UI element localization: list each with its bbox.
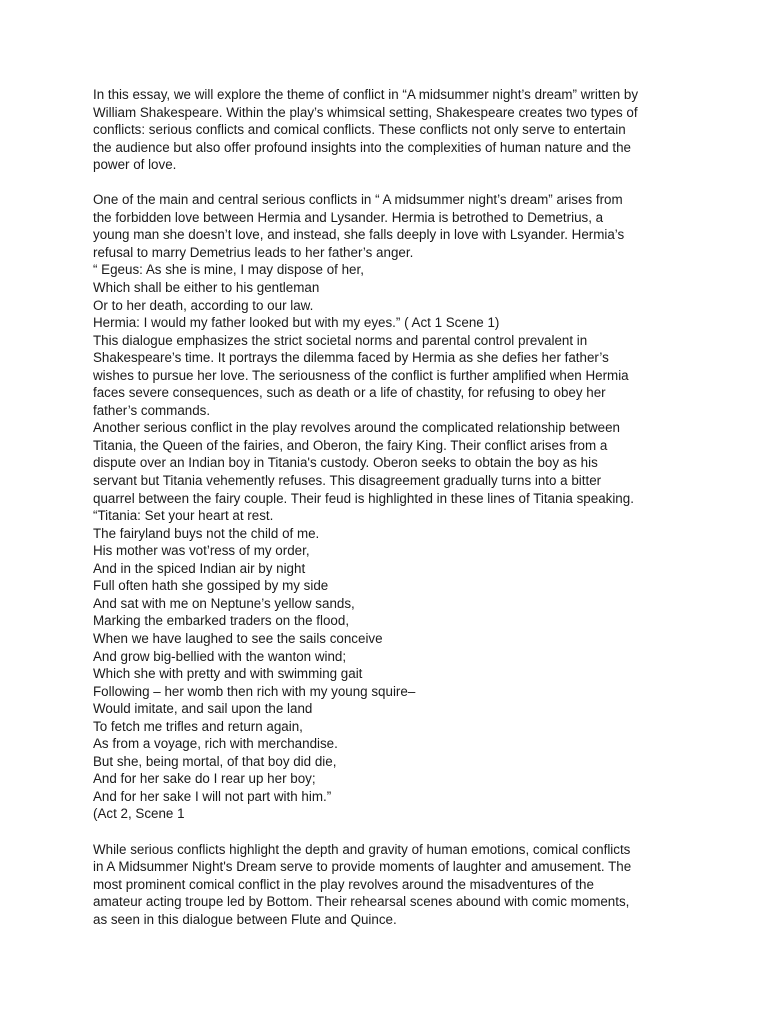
text-line: the audience but also offer profound insights into the complexities of human nature and the	[93, 139, 631, 155]
text-line: most prominent comical conflict in the play revolves around the misadventures of the	[93, 876, 594, 892]
text-line: And for her sake I will not part with him.”	[93, 788, 332, 804]
text-line: power of love.	[93, 157, 177, 173]
text-line: The fairyland buys not the child of me.	[93, 525, 320, 541]
text-line: In this essay, we will explore the theme of conflict in “A midsummer night’s dream” written by	[93, 87, 639, 102]
text-line: When we have laughed to see the sails conceive	[93, 630, 383, 646]
text-line: William Shakespeare. Within the play’s whimsical setting, Shakespeare creates two types of	[93, 104, 638, 120]
text-line: Would imitate, and sail upon the land	[93, 701, 313, 717]
text-line: And grow big-bellied with the wanton wind;	[93, 648, 347, 664]
text-line: dispute over an Indian boy in Titania's custody. Oberon seeks to obtain the boy as his	[93, 455, 598, 471]
paragraph-gap	[93, 174, 683, 192]
text-line: Hermia: I would my father looked but with my eyes.” ( Act 1 Scene 1)	[93, 315, 500, 331]
text-line: Another serious conflict in the play revolves around the complicated relationship between	[93, 420, 621, 436]
text-line: This dialogue emphasizes the strict societal norms and parental control prevalent in	[93, 332, 588, 348]
text-line: (Act 2, Scene 1	[93, 806, 185, 822]
text-line: Marking the embarked traders on the flood,	[93, 613, 350, 629]
text-line: Or to her death, according to our law.	[93, 297, 314, 313]
text-line: in A Midsummer Night's Dream serve to provide moments of laughter and amusement. The	[93, 859, 632, 875]
text-line: father’s commands.	[93, 402, 211, 418]
paragraph	[93, 841, 683, 929]
text-line: conflicts: serious conflicts and comical conflicts. These conflicts not only serve to entertain	[93, 122, 626, 138]
text-line: Titania, the Queen of the fairies, and Oberon, the fairy King. Their conflict arises from a	[93, 437, 608, 453]
text-line: To fetch me trifles and return again,	[93, 718, 303, 734]
paragraph	[93, 86, 683, 174]
text-line: amateur acting troupe led by Bottom. Their rehearsal scenes abound with comic moments,	[93, 894, 630, 910]
text-line: One of the main and central serious conflicts in “ A midsummer night’s dream” arises from	[93, 192, 623, 208]
text-line: Full often hath she gossiped by my side	[93, 578, 329, 594]
text-line: “Titania: Set your heart at rest.	[93, 508, 274, 524]
text-line: quarrel between the fairy couple. Their feud is highlighted in these lines of Titania speaking.	[93, 490, 634, 506]
text-line: Shakespeare’s time. It portrays the dilemma faced by Hermia as she defies her father’s	[93, 350, 609, 366]
text-line: wishes to pursue her love. The seriousness of the conflict is further amplified when Hermia	[93, 367, 629, 383]
text-line: While serious conflicts highlight the depth and gravity of human emotions, comical conflicts	[93, 841, 631, 857]
text-line: Which she with pretty and with swimming gait	[93, 666, 363, 682]
text-line: servant but Titania vehemently refuses. This disagreement gradually turns into a bitter	[93, 473, 602, 489]
text-line: Following – her womb then rich with my young squire–	[93, 683, 416, 699]
text-line: As from a voyage, rich with merchandise.	[93, 736, 338, 752]
text-line: refusal to marry Demetrius leads to her father’s anger.	[93, 244, 414, 260]
text-line: the forbidden love between Hermia and Lysander. Hermia is betrothed to Demetrius, a	[93, 209, 604, 225]
text-line: faces severe consequences, such as death or a life of chastity, for refusing to obey her	[93, 385, 606, 401]
paragraph-gap	[93, 823, 683, 841]
text-line: And sat with me on Neptune’s yellow sands,	[93, 595, 355, 611]
text-line: And for her sake do I rear up her boy;	[93, 771, 316, 787]
text-line: His mother was vot’ress of my order,	[93, 543, 310, 559]
text-line: “ Egeus: As she is mine, I may dispose of her,	[93, 262, 364, 278]
essay-body	[93, 86, 683, 928]
text-line: young man she doesn’t love, and instead, she falls deeply in love with Lsyander. Hermia’s	[93, 227, 625, 243]
text-line: And in the spiced Indian air by night	[93, 560, 306, 576]
text-line: as seen in this dialogue between Flute and Quince.	[93, 911, 397, 927]
text-line: Which shall be either to his gentleman	[93, 280, 320, 296]
text-line: But she, being mortal, of that boy did die,	[93, 753, 337, 769]
paragraph	[93, 191, 683, 823]
